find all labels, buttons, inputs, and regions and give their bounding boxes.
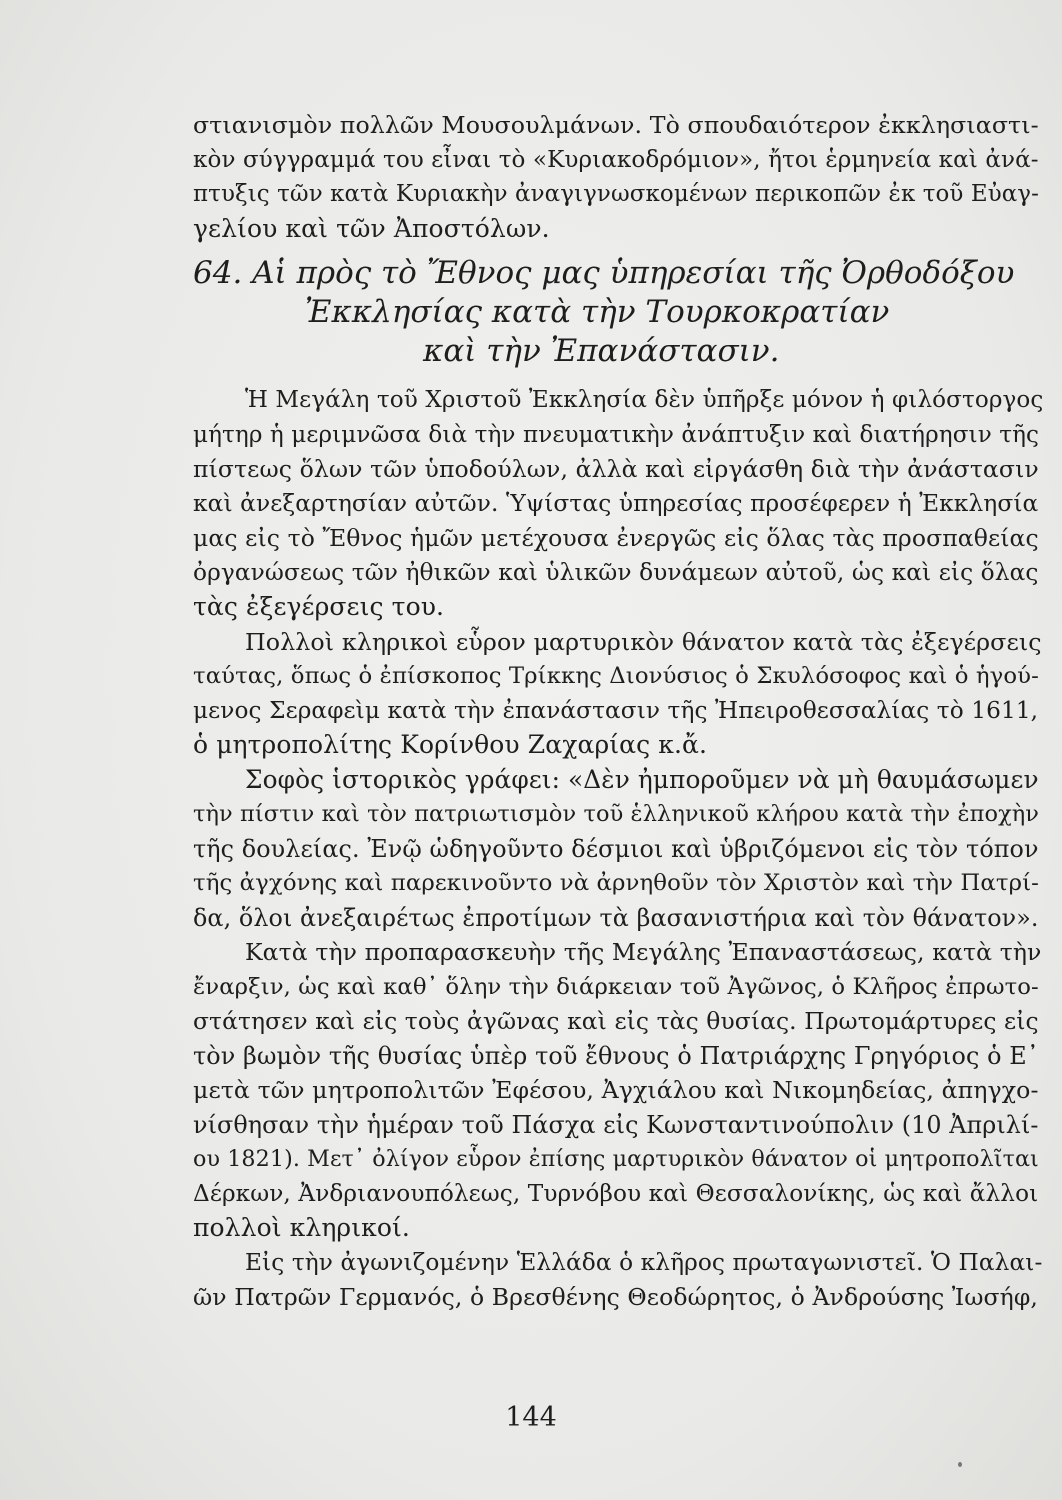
page-text [193,108,1043,1315]
ink-speck [958,1462,962,1467]
text-line: κὸν σύγγραμμά του εἶναι τὸ «Κυριακοδρόμιον», ἤτοι ἑρμηνεία καὶ ἀνά- [193,146,1039,173]
text-line: Ἡ Μεγάλη τοῦ Χριστοῦ Ἐκκλησία δὲν ὑπῆρξε μόνον ἡ φιλόστοργος [245,387,1044,413]
text-line: μετὰ τῶν μητροπολιτῶν Ἐφέσου, Ἀγχιάλου καὶ Νικομηδείας, ἀπηγχο- [193,1076,1039,1104]
text-line: μας εἰς τὸ Ἔθνος ἡμῶν μετέχουσα ἐνεργῶς εἰς ὅλας τὰς προσπαθείας [193,524,1039,552]
text-line: ου 1821). Μετ᾽ ὀλίγον εὗρον ἐπίσης μαρτυρικὸν θάνατον οἱ μητροπολῖται [193,1146,1039,1172]
paragraph [193,625,1043,763]
text-line: τὰς ἐξεγέρσεις του. [193,592,445,621]
paragraph [193,383,1043,625]
text-line: Δέρκων, Ἀνδριανουπόλεως, Τυρνόβου καὶ Θεσσαλονίκης, ὡς καὶ ἄλλοι [193,1179,1039,1207]
text-line: μήτηρ ἡ μεριμνῶσα διὰ τὴν πνευματικὴν ἀνάπτυξιν καὶ διατήρησιν τῆς [193,421,1040,448]
text-line: καὶ ἀνεξαρτησίαν αὐτῶν. Ὑψίστας ὑπηρεσίας προσέφερεν ἡ Ἐκκλησία [193,489,1039,517]
text-line: Κατὰ τὴν προπαρασκευὴν τῆς Μεγάλης Ἐπαναστάσεως, κατὰ τὴν [245,938,1042,966]
text-line: στάτησεν καὶ εἰς τοὺς ἀγῶνας καὶ εἰς τὰς θυσίας. Πρωτομάρτυρες εἰς [193,1007,1039,1035]
paragraph [193,763,1043,936]
text-line: μενος Σεραφεὶμ κατὰ τὴν ἐπανάστασιν τῆς Ἠπειροθεσσαλίας τὸ 1611, [193,696,1039,724]
text-line: γελίου καὶ τῶν Ἀποστόλων. [193,213,550,243]
page-number: 144 [505,1402,557,1433]
text-line: πίστεως ὅλων τῶν ὑποδούλων, ἀλλὰ καὶ εἰργάσθη διὰ τὴν ἀνάστασιν [193,455,1039,483]
text-line: Πολλοὶ κληρικοὶ εὗρον μαρτυρικὸν θάνατον κατὰ τὰς ἐξεγέρσεις [245,627,1042,656]
text-line: στιανισμὸν πολλῶν Μουσουλμάνων. Τὸ σπουδαιότερον ἐκκλησιαστι- [193,111,1039,139]
section-heading: καὶ τὴν Ἐπανάστασιν. [423,333,780,369]
text-line: Σοφὸς ἱστορικὸς γράφει: «Δὲν ἠμποροῦμεν νὰ μὴ θαυμάσωμεν [245,764,1039,794]
paragraph [193,1246,1043,1315]
text-line: ὁ μητροπολίτης Κορίνθου Ζαχαρίας κ.ἄ. [193,730,708,759]
text-line: ῶν Πατρῶν Γερμανός, ὁ Βρεσθένης Θεοδώρητος, ὁ Ἀνδρούσης Ἰωσήφ, [193,1283,1038,1311]
text-line: τὴν πίστιν καὶ τὸν πατριωτισμὸν τοῦ ἑλληνικοῦ κλήρου κατὰ τὴν ἐποχὴν [193,801,1040,827]
text-line: ἔναρξιν, ὡς καὶ καθ᾽ ὅλην τὴν διάρκειαν τοῦ Ἀγῶνος, ὁ Κλῆρος ἐπρωτο- [193,973,1039,1000]
text-line: ὀργανώσεως τῶν ἠθικῶν καὶ ὑλικῶν δυνάμεων αὐτοῦ, ὡς καὶ εἰς ὅλας [193,558,1039,586]
text-line: τῆς ἀγχόνης καὶ παρεκινοῦντο νὰ ἀρνηθοῦν τὸν Χριστὸν καὶ τὴν Πατρί- [193,870,1039,896]
paragraph [193,935,1043,1246]
text-line: νίσθησαν τὴν ἡμέραν τοῦ Πάσχα εἰς Κωνσταντινούπολιν (10 Ἀπριλί- [193,1110,1039,1139]
text-line: τὸν βωμὸν τῆς θυσίας ὑπὲρ τοῦ ἔθνους ὁ Πατριάρχης Γρηγόριος ὁ Ε᾽ [193,1041,1039,1070]
text-line: Εἰς τὴν ἀγωνιζομένην Ἑλλάδα ὁ κλῆρος πρωταγωνιστεῖ. Ὁ Παλαι- [245,1248,1043,1276]
text-line: δα, ὅλοι ἀνεξαιρέτως ἐπροτίμων τὰ βασανιστήρια καὶ τὸν θάνατον». [193,903,1039,932]
section-heading: Ἐκκλησίας κατὰ τὴν Τουρκοκρατίαν [305,294,890,330]
text-line: τῆς δουλείας. Ἐνῷ ὡδηγοῦντο δέσμιοι καὶ ὑβριζόμενοι εἰς τὸν τόπον [193,834,1039,863]
text-line: πτυξις τῶν κατὰ Κυριακὴν ἀναγιγνωσκομένων περικοπῶν ἐκ τοῦ Εὐαγ- [193,181,1039,207]
section-heading: 64. Αἱ πρὸς τὸ Ἔθνος μας ὑπηρεσίαι τῆς Ὀρθοδόξου [193,255,1015,291]
text-line: πολλοὶ κληρικοί. [193,1213,410,1242]
text-line: ταύτας, ὅπως ὁ ἐπίσκοπος Τρίκκης Διονύσιος ὁ Σκυλόσοφος καὶ ὁ ἡγού- [193,663,1039,689]
